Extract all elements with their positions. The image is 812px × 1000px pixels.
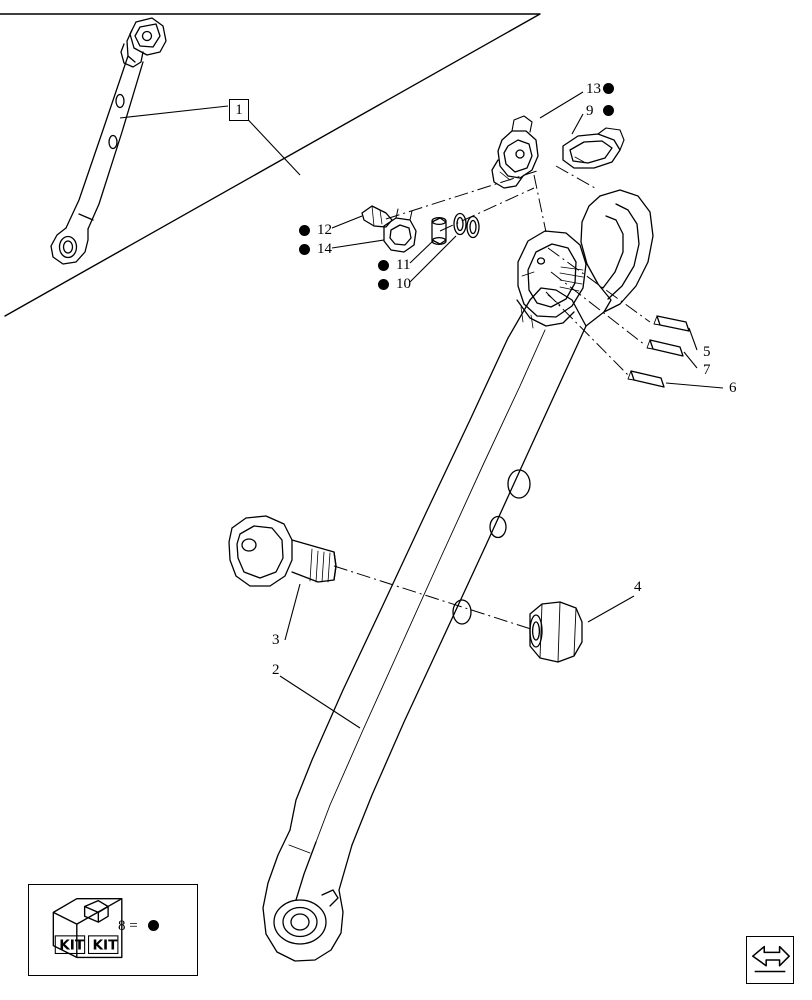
callout-1-label: 1 bbox=[235, 102, 243, 118]
callout-5 bbox=[703, 345, 711, 360]
callout-4-label: 4 bbox=[634, 579, 642, 595]
callout-7 bbox=[703, 363, 711, 378]
callout-11 bbox=[396, 258, 410, 273]
part-13-latch-lever bbox=[492, 116, 538, 188]
callout-14-label: 14 bbox=[317, 241, 332, 257]
callout-6 bbox=[729, 381, 737, 396]
callout-3 bbox=[272, 633, 280, 648]
part-1-lower-link bbox=[51, 18, 166, 264]
callout-12-label: 12 bbox=[317, 222, 332, 238]
callout-13-label: 13 bbox=[586, 81, 601, 97]
callout-12-kit-dot bbox=[299, 225, 310, 236]
callout-9 bbox=[586, 104, 594, 119]
kit-legend-box bbox=[28, 884, 198, 976]
part-2-main-link-body bbox=[263, 288, 586, 961]
part-5-pin bbox=[654, 316, 689, 331]
callout-4 bbox=[634, 580, 642, 595]
callout-2-label: 2 bbox=[272, 662, 280, 678]
section-arrow-marker bbox=[746, 936, 794, 984]
callout-11-kit-dot bbox=[378, 260, 389, 271]
callout-3-label: 3 bbox=[272, 632, 280, 648]
kit-equals-label: 8 = bbox=[118, 918, 138, 934]
part-10-ring bbox=[454, 214, 479, 238]
callout-10-kit-dot bbox=[378, 279, 389, 290]
part-6-pin bbox=[628, 371, 664, 387]
part-housing-bracket bbox=[517, 190, 653, 328]
callout-1-box bbox=[229, 99, 249, 121]
callout-2 bbox=[272, 663, 280, 678]
part-7-pin bbox=[647, 340, 683, 356]
callout-5-label: 5 bbox=[703, 344, 711, 360]
callout-14-kit-dot bbox=[299, 244, 310, 255]
callout-6-label: 6 bbox=[729, 380, 737, 396]
part-4-nut bbox=[530, 602, 582, 662]
leader-lines bbox=[120, 92, 723, 728]
callout-13-kit-dot bbox=[603, 83, 614, 94]
callout-9-label: 9 bbox=[586, 103, 594, 119]
arrow-icon bbox=[747, 937, 793, 983]
svg-text:KIT: KIT bbox=[92, 937, 118, 954]
callout-7-label: 7 bbox=[703, 362, 711, 378]
callout-10 bbox=[396, 277, 411, 292]
part-3-stud bbox=[229, 516, 336, 586]
callout-9-kit-dot bbox=[603, 105, 614, 116]
kit-box-icon bbox=[29, 885, 197, 975]
callout-14 bbox=[317, 242, 332, 257]
callout-11-label: 11 bbox=[396, 257, 411, 273]
kit-equals-dot bbox=[148, 920, 159, 931]
callout-12 bbox=[317, 223, 332, 238]
callout-13 bbox=[586, 82, 601, 97]
assembly-axis-lines bbox=[334, 166, 650, 630]
svg-text:KIT: KIT bbox=[59, 937, 85, 954]
detail-frame bbox=[0, 14, 540, 316]
callout-10-label: 10 bbox=[396, 276, 411, 292]
